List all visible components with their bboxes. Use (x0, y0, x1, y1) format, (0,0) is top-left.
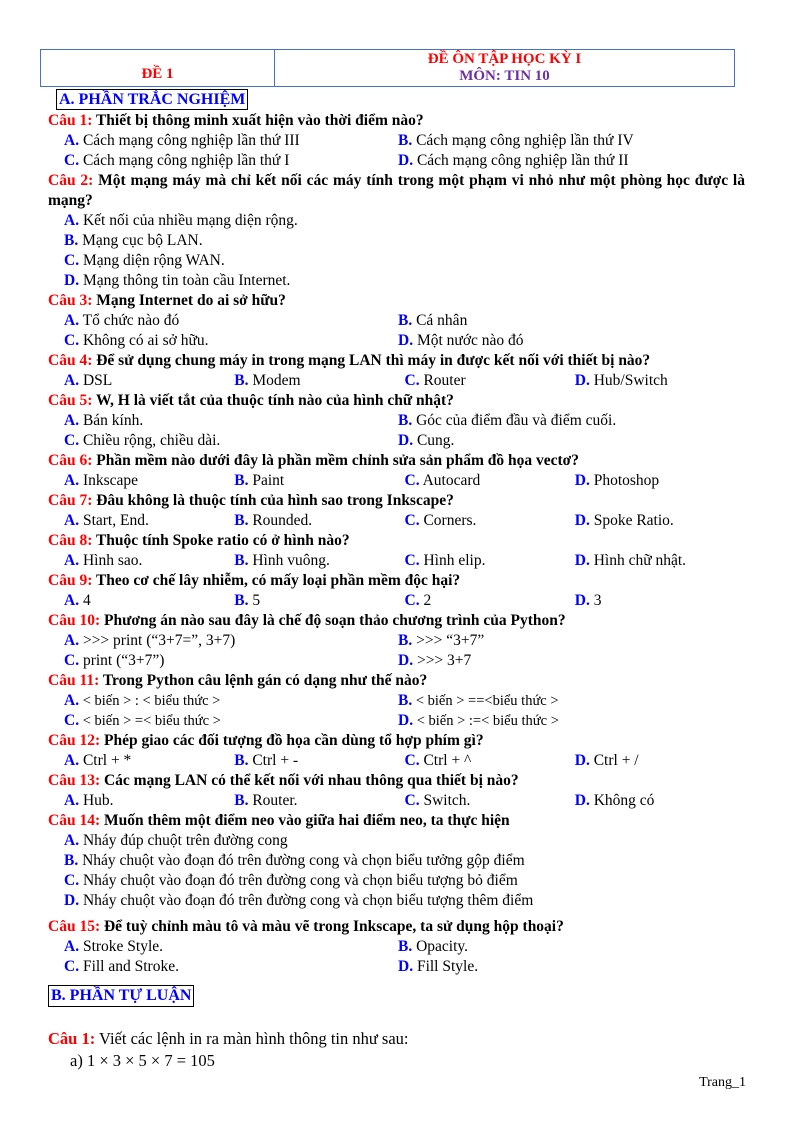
option-a: A. Tổ chức nào đó (64, 312, 180, 329)
option-b: B. Cá nhân (398, 312, 468, 329)
option-c: C. Cách mạng công nghiệp lần thứ I (64, 152, 290, 169)
question-2 (48, 171, 745, 211)
option-d: D. Photoshop (574, 472, 660, 489)
option-b: B. Cách mạng công nghiệp lần thứ IV (398, 132, 634, 149)
option-d: D. Spoke Ratio. (574, 512, 674, 529)
question-13 (48, 771, 745, 791)
question-text: Trong Python câu lệnh gán có dạng như thế nào? (99, 672, 428, 689)
question-number: Câu 11: (48, 672, 100, 689)
option-d: D. Nháy chuột vào đoạn đó trên đường cong và chọn biểu tượng thêm điểm (64, 892, 534, 909)
question-number: Câu 13: (48, 772, 101, 789)
question-number: Câu 15: (48, 918, 101, 935)
option-b: B. 5 (234, 592, 261, 609)
option-a: A. Cách mạng công nghiệp lần thứ III (64, 132, 300, 149)
question-number: Câu 5: (48, 392, 93, 409)
header-right-cell (275, 50, 734, 86)
options-row (48, 551, 745, 571)
option-a: A. Start, End. (64, 512, 149, 529)
question-15 (48, 917, 745, 937)
option-b: B. Modem (234, 372, 301, 389)
exam-title: ĐỀ ÔN TẬP HỌC KỲ I (427, 51, 582, 67)
option-a: A. Nháy đúp chuột trên đường cong (64, 832, 288, 849)
question-number: Câu 2: (48, 172, 94, 189)
option-c: C. Nháy chuột vào đoạn đó trên đường cong và chọn biểu tượng bỏ điểm (64, 872, 518, 889)
question-text: Phép giao các đối tượng đồ họa cần dùng tổ hợp phím gì? (100, 732, 484, 749)
options-row (48, 751, 745, 771)
question-text: Muốn thêm một điểm neo vào giữa hai điểm neo, ta thực hiện (100, 812, 510, 829)
options-row (48, 651, 745, 671)
question-6 (48, 451, 745, 471)
question-text: Để tuỳ chỉnh màu tô và màu vẽ trong Inkscape, ta sử dụng hộp thoại? (100, 918, 564, 935)
option-b: B. Nháy chuột vào đoạn đó trên đường cong và chọn biểu tưởng gộp điểm (64, 852, 525, 869)
options-row (48, 371, 745, 391)
option-b: B. >>> “3+7” (398, 632, 485, 649)
question-number: Câu 3: (48, 292, 93, 309)
exam-subject: MÔN: TIN 10 (459, 68, 550, 84)
option-d: D. Hình chữ nhật. (574, 552, 687, 569)
options-row (48, 691, 745, 711)
option-c: C. Switch. (404, 792, 471, 809)
option-b: B. Paint (234, 472, 285, 489)
question-7 (48, 491, 745, 511)
option-c: C. Chiều rộng, chiều dài. (64, 432, 221, 449)
option-d: D. Fill Style. (398, 958, 479, 975)
question-number: Câu 1: (48, 112, 93, 129)
question-11 (48, 671, 745, 691)
option-c: C. Fill and Stroke. (64, 958, 179, 975)
options-row (48, 631, 745, 651)
question-4 (48, 351, 745, 371)
option-a: A. Stroke Style. (64, 938, 164, 955)
options-row (48, 471, 745, 491)
option-b: B. < biến > ==<biểu thức > (398, 692, 559, 709)
question-text: Một mạng máy mà chỉ kết nối các máy tính trong một phạm vi nhỏ như một phòng học được là mạng? (48, 172, 745, 209)
options-row (48, 591, 745, 611)
question-text: Các mạng LAN có thể kết nối với nhau thông qua thiết bị nào? (100, 772, 519, 789)
essay-item-a: a) 1 × 3 × 5 × 7 = 105 (70, 1051, 215, 1070)
exam-code: ĐỀ 1 (141, 66, 174, 82)
option-c: C. Router (404, 372, 466, 389)
options-row (48, 411, 745, 431)
option-c: C. Ctrl + ^ (404, 752, 472, 769)
question-number: Câu 12: (48, 732, 101, 749)
question-text: Theo cơ chế lây nhiễm, có mấy loại phần mềm độc hại? (92, 572, 461, 589)
option-d: D. >>> 3+7 (398, 652, 472, 669)
section-a-heading: A. PHẦN TRẮC NGHIỆM (56, 89, 248, 110)
question-number: Câu 1: (48, 1029, 96, 1048)
question-text: Đâu không là thuộc tính của hình sao trong Inkscape? (92, 492, 454, 509)
multiple-choice-section (48, 111, 745, 977)
option-c: C. Không có ai sở hữu. (64, 332, 209, 349)
options-row (48, 151, 745, 171)
question-number: Câu 14: (48, 812, 101, 829)
question-14 (48, 811, 745, 831)
option-c: C. Corners. (404, 512, 477, 529)
essay-section (48, 1028, 745, 1072)
question-text: Phương án nào sau đây là chế độ soạn thảo chương trình của Python? (100, 612, 566, 629)
option-b: B. Opacity. (398, 938, 469, 955)
question-text: Thuộc tính Spoke ratio có ở hình nào? (92, 532, 350, 549)
question-text: Thiết bị thông minh xuất hiện vào thời điểm nào? (92, 112, 424, 129)
option-c: C. Mạng diện rộng WAN. (64, 252, 225, 269)
essay-question-1 (48, 1028, 745, 1050)
option-d: D. Ctrl + / (574, 752, 639, 769)
option-d: D. Không có (574, 792, 655, 809)
option-a: A. Ctrl + * (64, 752, 132, 769)
option-b: B. Ctrl + - (234, 752, 299, 769)
option-d: D. Hub/Switch (574, 372, 668, 389)
options-row (48, 937, 745, 957)
question-text: Phần mềm nào dưới đây là phần mềm chỉnh sửa sản phẩm đồ họa vectơ? (92, 452, 579, 469)
options-row (48, 791, 745, 811)
option-a: A. DSL (64, 372, 113, 389)
option-d: D. Cung. (398, 432, 455, 449)
options-row (48, 431, 745, 451)
options-row (48, 711, 745, 731)
page-number: Trang_1 (699, 1075, 746, 1090)
option-c: C. < biến > =< biểu thức > (64, 712, 221, 729)
option-c: C. Hình elip. (404, 552, 486, 569)
option-d: D. Cách mạng công nghiệp lần thứ II (398, 152, 629, 169)
option-a: A. Hình sao. (64, 552, 143, 569)
question-text: W, H là viết tắt của thuộc tính nào của hình chữ nhật? (92, 392, 454, 409)
question-number: Câu 10: (48, 612, 101, 629)
option-c: C. 2 (404, 592, 432, 609)
option-b: B. Router. (234, 792, 298, 809)
options-row (48, 311, 745, 331)
option-b: B. Rounded. (234, 512, 313, 529)
option-d: D. 3 (574, 592, 602, 609)
question-12 (48, 731, 745, 751)
question-9 (48, 571, 745, 591)
options-row (48, 511, 745, 531)
option-b: B. Mạng cục bộ LAN. (64, 232, 203, 249)
question-number: Câu 4: (48, 352, 93, 369)
option-a: A. 4 (64, 592, 91, 609)
option-a: A. Inkscape (64, 472, 139, 489)
question-text: Viết các lệnh in ra màn hình thông tin như sau: (95, 1029, 409, 1048)
question-text: Mạng Internet do ai sở hữu? (92, 292, 286, 309)
question-5 (48, 391, 745, 411)
option-d: D. Một nước nào đó (398, 332, 524, 349)
header-left-cell (41, 50, 275, 86)
option-b: B. Hình vuông. (234, 552, 330, 569)
options-row (48, 131, 745, 151)
options-row (48, 957, 745, 977)
question-8 (48, 531, 745, 551)
option-a: A. >>> print (“3+7=”, 3+7) (64, 632, 236, 649)
header-table (40, 49, 735, 87)
question-number: Câu 6: (48, 452, 93, 469)
options-row (48, 331, 745, 351)
question-number: Câu 7: (48, 492, 93, 509)
question-10 (48, 611, 745, 631)
question-3 (48, 291, 745, 311)
option-c: C. Autocard (404, 472, 481, 489)
option-c: C. print (“3+7”) (64, 652, 165, 669)
question-text: Để sử dụng chung máy in trong mạng LAN thì máy in được kết nối với thiết bị nào? (92, 352, 651, 369)
question-1 (48, 111, 745, 131)
section-b-heading: B. PHẦN TỰ LUẬN (48, 985, 194, 1007)
question-number: Câu 8: (48, 532, 93, 549)
option-a: A. Kết nối của nhiều mạng diện rộng. (64, 212, 298, 229)
option-a: A. Bán kính. (64, 412, 144, 429)
option-a: A. Hub. (64, 792, 114, 809)
option-a: A. < biến > : < biểu thức > (64, 692, 221, 709)
question-number: Câu 9: (48, 572, 93, 589)
option-d: D. Mạng thông tin toàn cầu Internet. (64, 272, 291, 289)
option-b: B. Góc của điểm đầu và điểm cuối. (398, 412, 617, 429)
option-d: D. < biến > :=< biểu thức > (398, 712, 559, 729)
